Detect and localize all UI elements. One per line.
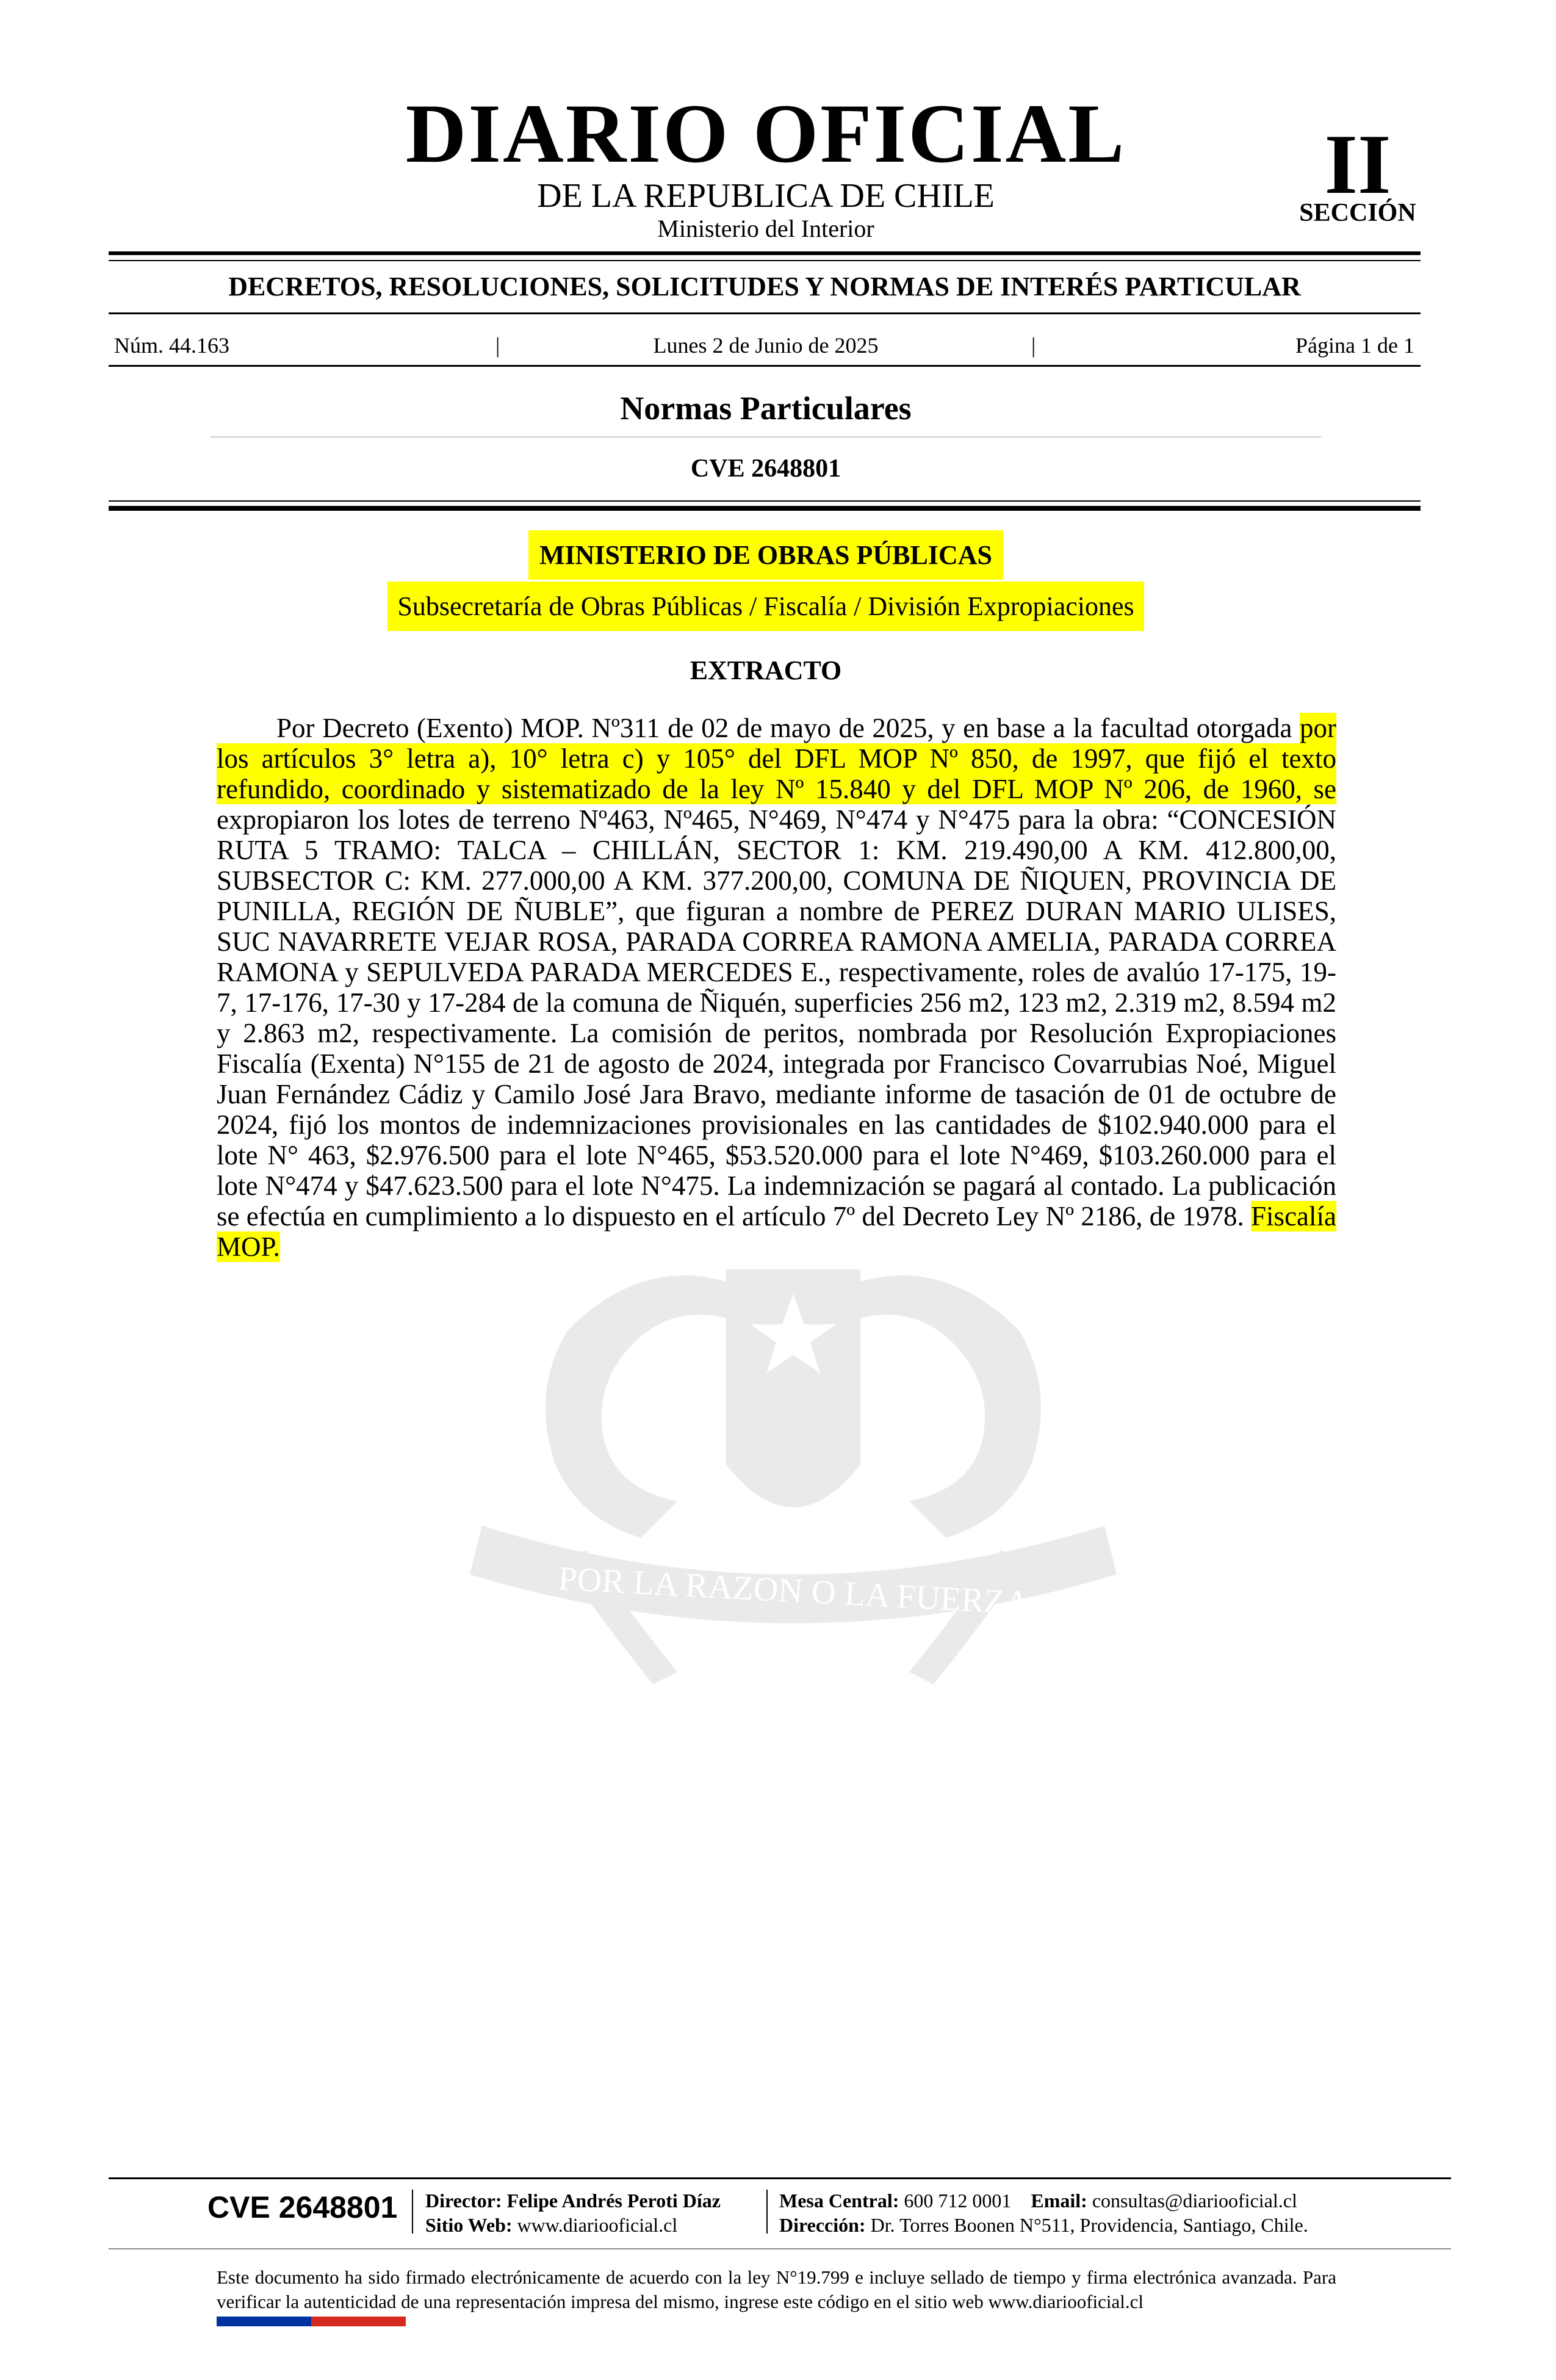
subsecretaria-heading [0, 591, 1532, 622]
footer-separator-1 [412, 2190, 413, 2234]
ministry-line: Ministerio del Interior [657, 215, 874, 242]
body-part-1: Por Decreto (Exento) MOP. Nº311 de 02 de mayo de 2025, y en base a la facultad otorgada [276, 713, 1300, 743]
flag-stripe-blue [217, 2317, 311, 2326]
director-label: Director: [425, 2190, 502, 2212]
header-rule-thick [109, 506, 1421, 511]
mesa-label: Mesa Central: [779, 2190, 899, 2212]
section-number: II [1324, 117, 1391, 212]
band-rule-top-thick [109, 251, 1421, 255]
footer-rule-middle [109, 2248, 1451, 2249]
body-part-3: expropiaron los lotes de terreno Nº463, Nº465, N°469, N°474 y N°475 para la obra: “CONCESIÓN RUTA 5 TRAMO: TALCA – CHILLÁN, SECTOR 1: KM. 219.490,00 A KM. 412.800,00, SUBSECTOR C: KM. 277.000,00 A KM. 377.200,00, COMUNA DE ÑIQUEN, PROVINCIA DE PUNILLA, REGIÓN DE ÑUBLE”, que figuran a nombre de PEREZ DURAN MARIO ULISES, SUC NAVARRETE VEJAR ROSA, PARADA CORREA RAMONA AMELIA, PARADA CORREA RAMONA y SEPULVEDA PARADA MERCEDES E., respectivamente, roles de avalúo 17-175, 19-7, 17-176, 17-30 y 17-284 de la comuna de Ñiquén, superficies 256 m2, 123 m2, 2.319 m2, 8.594 m2 y 2.863 m2, respectivamente. La comisión de peritos, nombrada por Resolución Expropiaciones Fiscalía (Exenta) N°155 de 21 de agosto de 2024, integrada por Francisco Covarrubias Noé, Miguel Juan Fernández Cádiz y Camilo José Jara Bravo, mediante informe de tasación de 01 de octubre de 2024, fijó los montos de indemnizaciones provisionales en las cantidades de $102.940.000 para el lote N° 463, $2.976.500 para el lote N°465, $53.520.000 para el lote N°469, $103.260.000 para el lote N°474 y $47.623.500 para el lote N°475. La indemnización se pagará al contado. La publicación se efectúa en cumplimiento a lo dispuesto en el artículo 7º del Decreto Ley Nº 2186, de 1978. [217, 804, 1336, 1231]
header-rule-thin [109, 500, 1421, 502]
footer-director-line [425, 2188, 721, 2213]
email-value[interactable]: consultas@diariooficial.cl [1092, 2190, 1297, 2212]
issue-date: Lunes 2 de Junio de 2025 [653, 333, 879, 358]
flag-stripe-red [311, 2317, 406, 2326]
section-title: Normas Particulares [620, 390, 912, 427]
section-label: SECCIÓN [1299, 199, 1416, 227]
mesa-value: 600 712 0001 [904, 2190, 1012, 2212]
footer-legal-notice: Este documento ha sido firmado electrónicamente de acuerdo con la ley N°19.799 e incluye sellado de tiempo y firma electrónica avanzada. Para verificar la autenticidad de una representación impresa del mismo, ingrese este código en el sitio web www.diariooficial.cl [217, 2266, 1336, 2312]
address-value: Dr. Torres Boonen N°511, Providencia, Santiago, Chile. [870, 2214, 1308, 2236]
site-label: Sitio Web: [425, 2214, 513, 2236]
footer-director-block [425, 2188, 721, 2237]
extract-body [217, 713, 1336, 1262]
issue-number: Núm. 44.163 [114, 333, 229, 358]
cve-code: CVE 2648801 [690, 455, 841, 483]
info-rule [109, 365, 1421, 367]
address-label: Dirección: [779, 2214, 866, 2236]
footer-rule-top [109, 2177, 1451, 2179]
band-title: DECRETOS, RESOLUCIONES, SOLICITUDES Y NORMAS DE INTERÉS PARTICULAR [228, 272, 1301, 301]
newspaper-subtitle: DE LA REPUBLICA DE CHILE [537, 177, 995, 215]
site-url[interactable]: www.diariooficial.cl [517, 2214, 678, 2236]
footer-address-line [779, 2213, 1308, 2237]
extract-paragraph [217, 713, 1336, 1262]
coat-of-arms-watermark [299, 1233, 1288, 1697]
body-signature-highlighted: Fiscalía MOP. [217, 1201, 1336, 1262]
newspaper-title: DIARIO OFICIAL [405, 87, 1126, 180]
info-separator-left: | [495, 333, 500, 358]
footer-site-line [425, 2213, 721, 2237]
footer-contact-block [779, 2188, 1308, 2237]
director-name: Felipe Andrés Peroti Díaz [506, 2190, 721, 2212]
body-part-2-highlighted: por los artículos 3° letra a), 10° letra c) y 105° del DFL MOP Nº 850, de 1997, que fijó el texto refundido, coordinado y sistematizado de la ley Nº 15.840 y del DFL MOP Nº 206, de 1960, se [217, 713, 1336, 804]
watermark-motto: POR LA RAZON O LA FUERZA [557, 1559, 1031, 1623]
band-rule-bottom [109, 312, 1421, 314]
subsecretaria-heading-text: Subsecretaría de Obras Públicas / Fiscalía / División Expropiaciones [387, 582, 1144, 631]
footer-contact-line [779, 2188, 1308, 2213]
ministry-heading-text: MINISTERIO DE OBRAS PÚBLICAS [528, 530, 1003, 580]
ministry-heading [0, 539, 1532, 571]
page-indicator: Página 1 de 1 [1295, 333, 1414, 358]
info-separator-right: | [1031, 333, 1036, 358]
footer-separator-2 [766, 2190, 768, 2234]
section-title-underline [211, 436, 1321, 438]
email-label: Email: [1031, 2190, 1087, 2212]
footer-cve-code: CVE 2648801 [207, 2190, 398, 2224]
extracto-title: EXTRACTO [690, 655, 842, 685]
band-rule-top-thin [109, 260, 1421, 261]
